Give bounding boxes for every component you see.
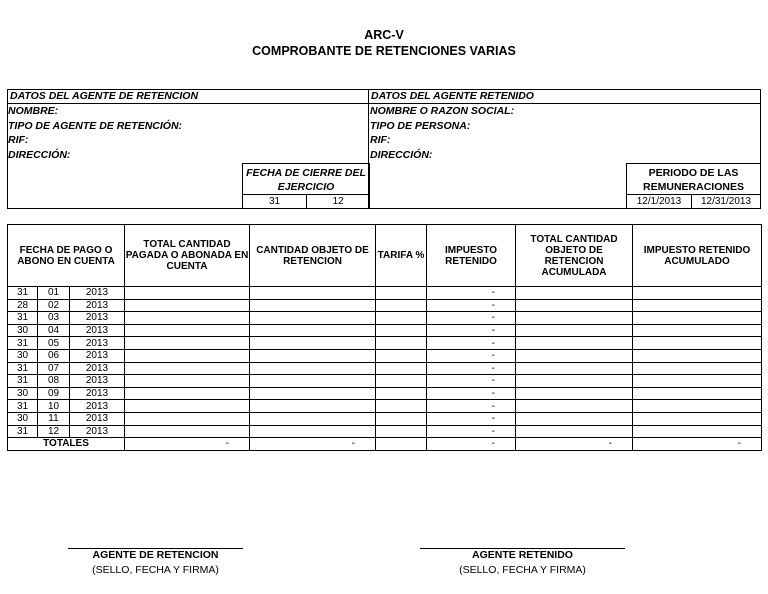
row-tax-withheld-accum <box>633 349 762 362</box>
retained-signature-title: AGENTE RETENIDO <box>472 549 573 561</box>
row-rate <box>376 400 427 413</box>
row-tax-withheld-accum <box>633 375 762 388</box>
row-total-paid <box>125 349 250 362</box>
row-tax-withheld-accum <box>633 412 762 425</box>
row-total-subject-accum <box>516 299 633 312</box>
row-day: 31 <box>8 400 38 413</box>
table-row <box>8 299 762 312</box>
row-tax-withheld: - <box>427 299 516 312</box>
table-row <box>8 412 762 425</box>
totals-tax-withheld: - <box>427 438 516 451</box>
retained-section <box>368 89 761 209</box>
retained-rif-label: RIF: <box>370 134 391 146</box>
table-row <box>8 287 762 300</box>
row-month: 12 <box>38 425 70 438</box>
row-year: 2013 <box>70 425 125 438</box>
fiscal-close-day: 31 <box>243 195 307 209</box>
row-amount-subject <box>250 324 376 337</box>
period-label: PERIODO DE LAS REMUNERACIONES <box>643 167 744 193</box>
row-amount-subject <box>250 299 376 312</box>
row-rate <box>376 412 427 425</box>
row-month: 09 <box>38 387 70 400</box>
header-amount-subject: CANTIDAD OBJETO DE RETENCION <box>250 225 376 287</box>
row-day: 30 <box>8 387 38 400</box>
row-year: 2013 <box>70 375 125 388</box>
agent-address-label: DIRECCIÓN: <box>8 149 71 161</box>
row-total-subject-accum <box>516 387 633 400</box>
row-total-subject-accum <box>516 287 633 300</box>
row-amount-subject <box>250 400 376 413</box>
totals-tax-withheld-accum: - <box>633 438 762 451</box>
row-amount-subject <box>250 412 376 425</box>
row-day: 31 <box>8 375 38 388</box>
row-month: 04 <box>38 324 70 337</box>
totals-row <box>8 438 762 451</box>
totals-rate <box>376 438 427 451</box>
row-month: 01 <box>38 287 70 300</box>
row-day: 31 <box>8 312 38 325</box>
agent-section-title: DATOS DEL AGENTE DE RETENCION <box>7 89 370 104</box>
row-total-subject-accum <box>516 400 633 413</box>
row-tax-withheld-accum <box>633 324 762 337</box>
row-day: 28 <box>8 299 38 312</box>
row-total-subject-accum <box>516 349 633 362</box>
row-tax-withheld-accum <box>633 287 762 300</box>
row-amount-subject <box>250 425 376 438</box>
row-total-paid <box>125 299 250 312</box>
row-rate <box>376 312 427 325</box>
agent-signature-title: AGENTE DE RETENCION <box>92 549 219 561</box>
row-year: 2013 <box>70 337 125 350</box>
row-rate <box>376 375 427 388</box>
table-row <box>8 312 762 325</box>
row-day: 31 <box>8 337 38 350</box>
row-total-paid <box>125 412 250 425</box>
retained-person-type-label: TIPO DE PERSONA: <box>370 120 471 132</box>
retentions-table <box>7 224 762 451</box>
row-tax-withheld-accum <box>633 362 762 375</box>
period-end: 12/31/2013 <box>700 196 752 207</box>
row-total-subject-accum <box>516 375 633 388</box>
table-row <box>8 324 762 337</box>
header-rate: TARIFA % <box>376 225 427 287</box>
row-rate <box>376 287 427 300</box>
row-tax-withheld-accum <box>633 400 762 413</box>
table-row <box>8 387 762 400</box>
row-day: 30 <box>8 349 38 362</box>
retained-name-label: NOMBRE O RAZON SOCIAL: <box>370 105 515 117</box>
row-month: 03 <box>38 312 70 325</box>
row-month: 08 <box>38 375 70 388</box>
retained-address-label: DIRECCIÓN: <box>370 149 433 161</box>
row-total-paid <box>125 387 250 400</box>
row-rate <box>376 299 427 312</box>
form-code: ARC-V <box>364 28 404 42</box>
row-amount-subject <box>250 337 376 350</box>
header-tax-withheld: IMPUESTO RETENIDO <box>427 225 516 287</box>
row-amount-subject <box>250 349 376 362</box>
row-tax-withheld: - <box>427 362 516 375</box>
row-day: 31 <box>8 362 38 375</box>
agent-name-label: NOMBRE: <box>8 105 59 117</box>
row-tax-withheld: - <box>427 349 516 362</box>
agent-type-label: TIPO DE AGENTE DE RETENCIÓN: <box>8 120 183 132</box>
row-tax-withheld: - <box>427 287 516 300</box>
row-day: 30 <box>8 324 38 337</box>
row-tax-withheld-accum <box>633 337 762 350</box>
row-tax-withheld: - <box>427 312 516 325</box>
row-amount-subject <box>250 362 376 375</box>
row-tax-withheld-accum <box>633 387 762 400</box>
row-month: 06 <box>38 349 70 362</box>
row-month: 10 <box>38 400 70 413</box>
row-total-paid <box>125 375 250 388</box>
row-month: 02 <box>38 299 70 312</box>
table-row <box>8 400 762 413</box>
row-year: 2013 <box>70 299 125 312</box>
retained-section-title: DATOS DEL AGENTE RETENIDO <box>368 89 761 104</box>
period-start: 12/1/2013 <box>627 195 692 209</box>
row-month: 05 <box>38 337 70 350</box>
row-tax-withheld: - <box>427 412 516 425</box>
row-total-subject-accum <box>516 324 633 337</box>
row-total-paid <box>125 425 250 438</box>
row-rate <box>376 362 427 375</box>
row-tax-withheld: - <box>427 375 516 388</box>
row-total-subject-accum <box>516 412 633 425</box>
row-total-subject-accum <box>516 312 633 325</box>
row-tax-withheld-accum <box>633 299 762 312</box>
agent-signature-sub: (SELLO, FECHA Y FIRMA) <box>92 564 219 576</box>
row-rate <box>376 387 427 400</box>
row-year: 2013 <box>70 362 125 375</box>
table-row <box>8 362 762 375</box>
row-tax-withheld: - <box>427 337 516 350</box>
fiscal-close-month: 12 <box>332 196 344 207</box>
row-total-paid <box>125 337 250 350</box>
row-rate <box>376 324 427 337</box>
row-month: 07 <box>38 362 70 375</box>
row-tax-withheld: - <box>427 400 516 413</box>
table-row <box>8 349 762 362</box>
row-amount-subject <box>250 287 376 300</box>
row-total-subject-accum <box>516 337 633 350</box>
row-tax-withheld-accum <box>633 425 762 438</box>
row-total-paid <box>125 324 250 337</box>
table-row <box>8 425 762 438</box>
totals-label: TOTALES <box>8 438 125 451</box>
totals-amount-subject: - <box>250 438 376 451</box>
table-row <box>8 375 762 388</box>
row-year: 2013 <box>70 387 125 400</box>
agent-left-border <box>7 104 8 209</box>
row-tax-withheld-accum <box>633 312 762 325</box>
row-total-paid <box>125 287 250 300</box>
row-rate <box>376 337 427 350</box>
row-rate <box>376 349 427 362</box>
row-year: 2013 <box>70 287 125 300</box>
row-rate <box>376 425 427 438</box>
agent-rif-label: RIF: <box>8 134 29 146</box>
row-year: 2013 <box>70 400 125 413</box>
row-total-subject-accum <box>516 362 633 375</box>
row-day: 30 <box>8 412 38 425</box>
period-box <box>626 163 761 209</box>
header-total-subject-accum: TOTAL CANTIDAD OBJETO DE RETENCION ACUMULADA <box>516 225 633 287</box>
totals-total-paid: - <box>125 438 250 451</box>
row-tax-withheld: - <box>427 387 516 400</box>
header-total-paid: TOTAL CANTIDAD PAGADA O ABONADA EN CUENTA <box>125 225 250 287</box>
row-amount-subject <box>250 387 376 400</box>
row-year: 2013 <box>70 312 125 325</box>
fiscal-close-label: FECHA DE CIERRE DEL EJERCICIO <box>246 167 366 193</box>
fiscal-close-box <box>242 163 370 209</box>
row-amount-subject <box>250 312 376 325</box>
row-tax-withheld: - <box>427 425 516 438</box>
row-year: 2013 <box>70 412 125 425</box>
header-tax-withheld-accum: IMPUESTO RETENIDO ACUMULADO <box>633 225 762 287</box>
row-month: 11 <box>38 412 70 425</box>
row-total-subject-accum <box>516 425 633 438</box>
totals-total-subject-accum: - <box>516 438 633 451</box>
row-day: 31 <box>8 287 38 300</box>
row-year: 2013 <box>70 349 125 362</box>
row-total-paid <box>125 312 250 325</box>
row-tax-withheld: - <box>427 324 516 337</box>
agent-section <box>7 89 370 209</box>
row-amount-subject <box>250 375 376 388</box>
retained-signature-sub: (SELLO, FECHA Y FIRMA) <box>459 564 586 576</box>
table-row <box>8 337 762 350</box>
row-day: 31 <box>8 425 38 438</box>
row-total-paid <box>125 362 250 375</box>
header-payment-date: FECHA DE PAGO O ABONO EN CUENTA <box>8 225 125 287</box>
form-title: COMPROBANTE DE RETENCIONES VARIAS <box>252 44 516 58</box>
row-year: 2013 <box>70 324 125 337</box>
row-total-paid <box>125 400 250 413</box>
